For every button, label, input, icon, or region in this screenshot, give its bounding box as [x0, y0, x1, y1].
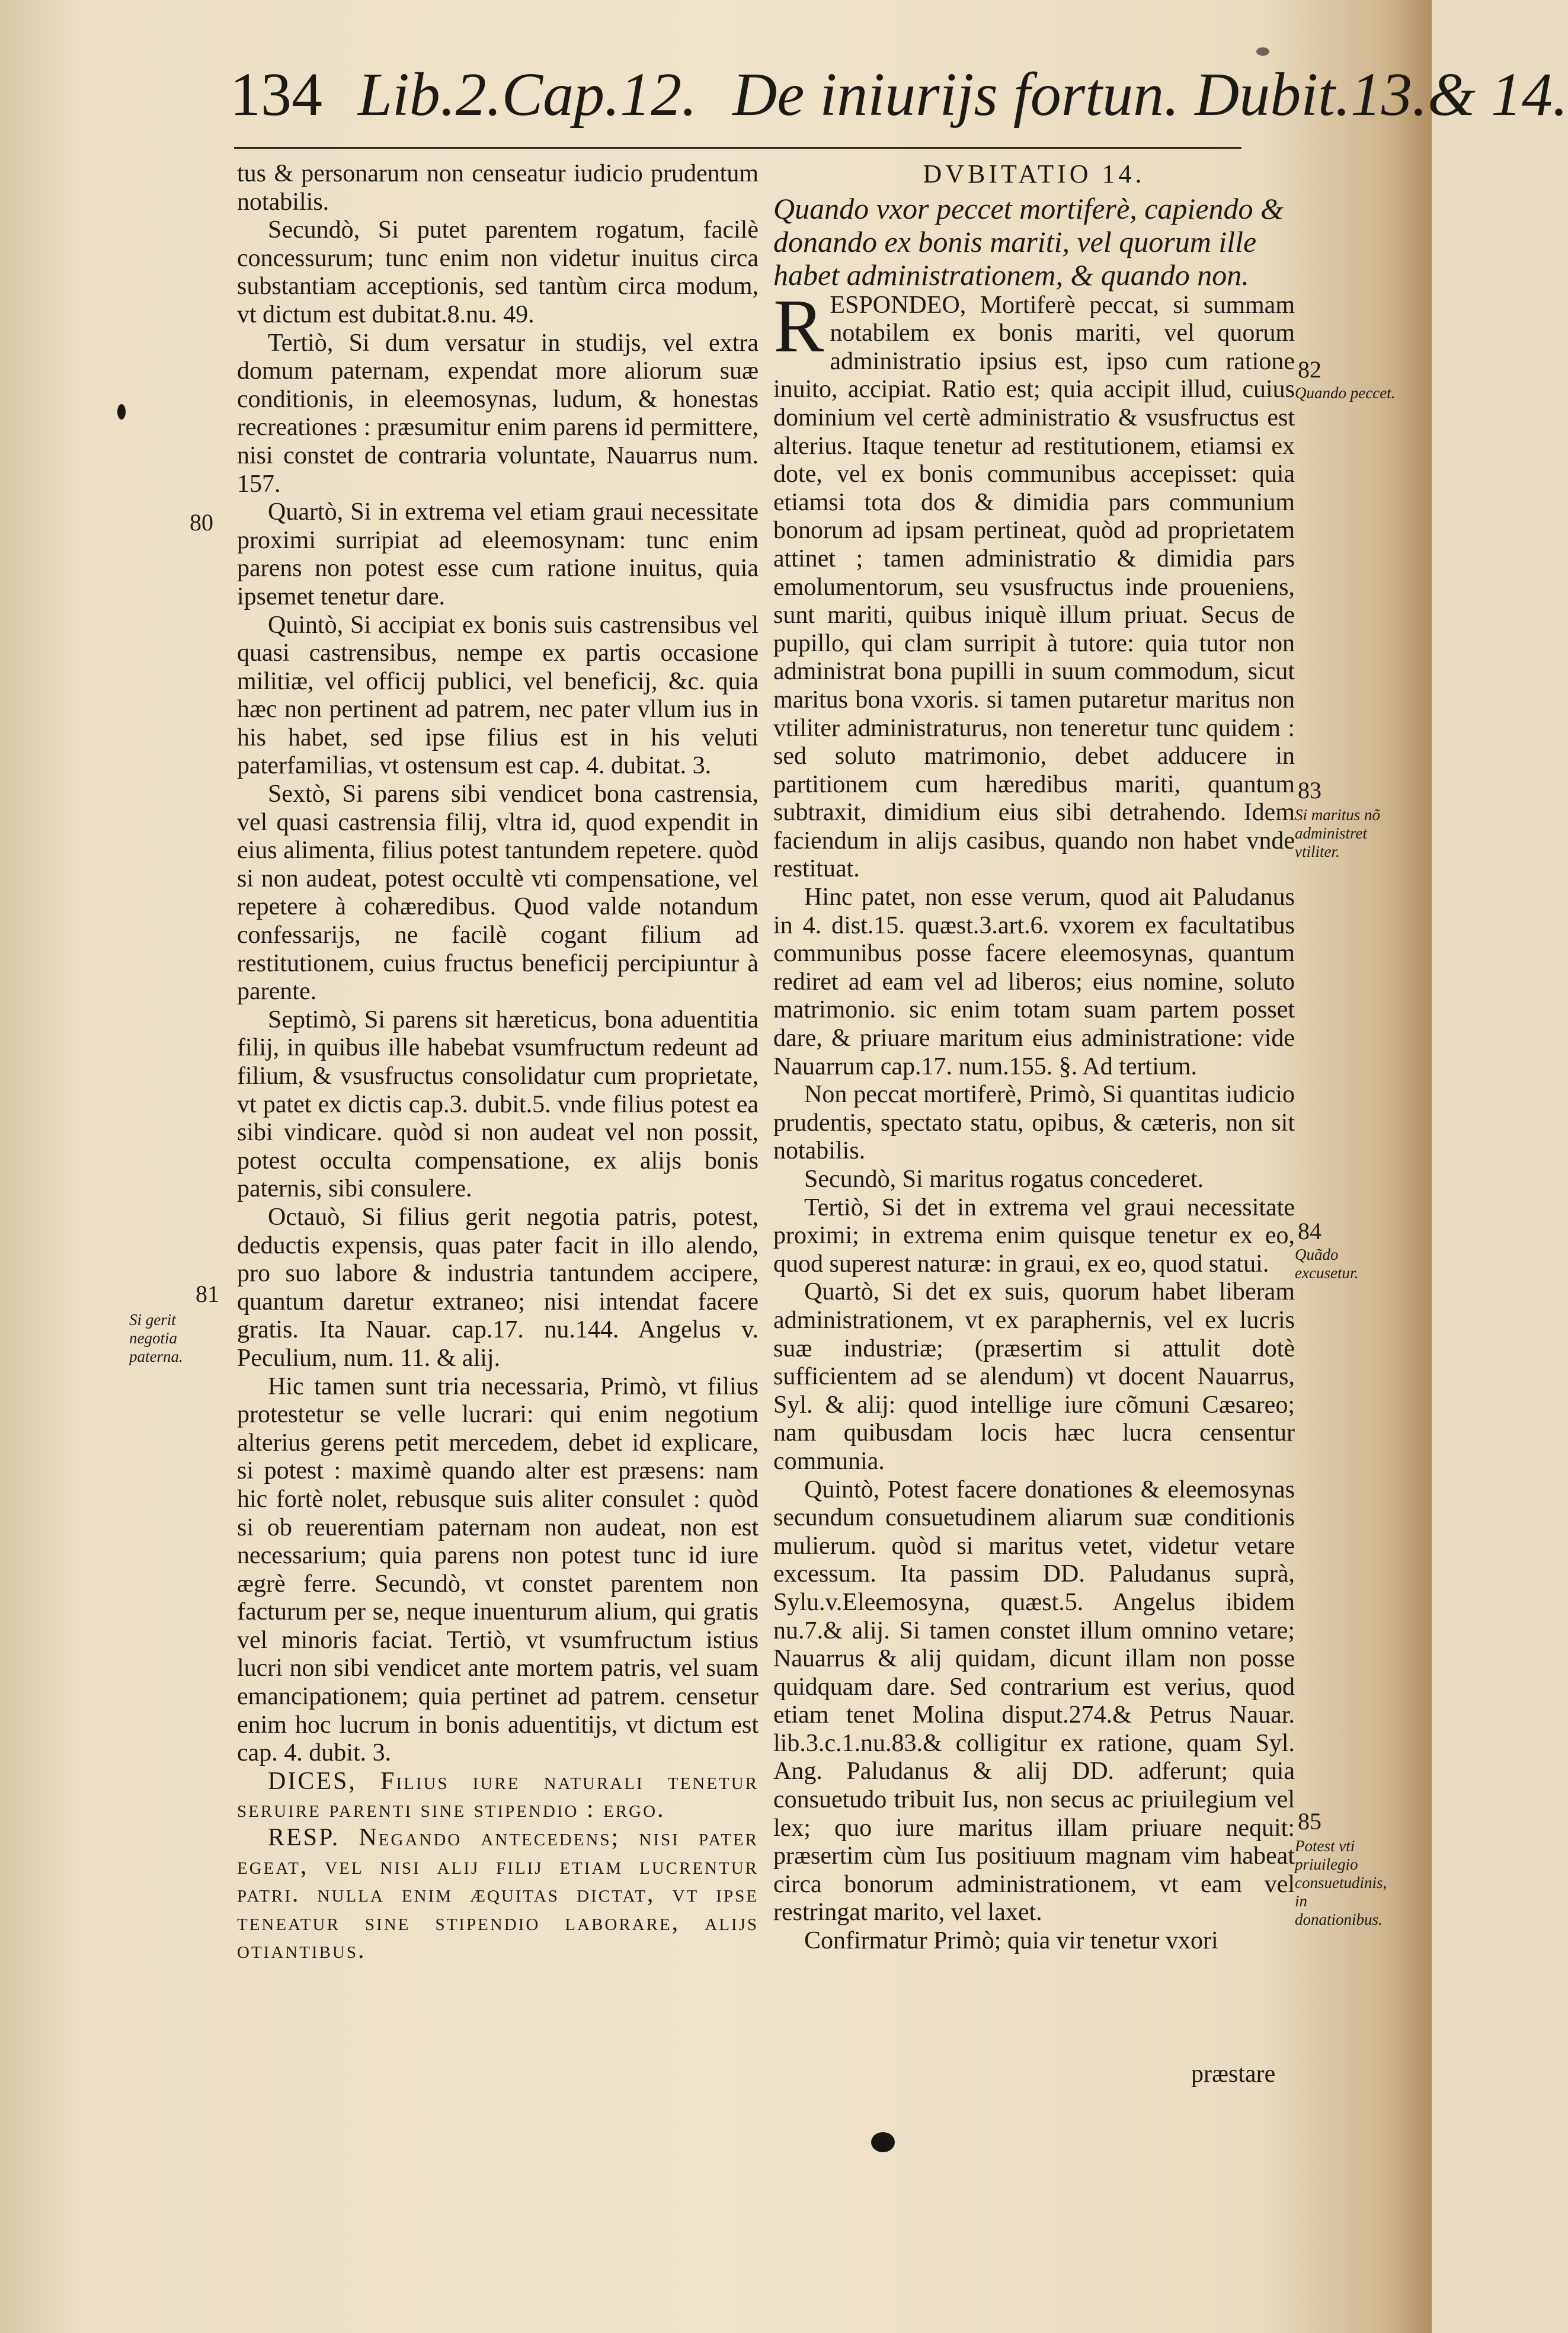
- catchword: præstare: [1191, 2060, 1276, 2088]
- margin-number-80: 80: [190, 509, 213, 536]
- running-header: [230, 59, 1568, 148]
- dubitatio-heading: DVBITATIO 14.: [923, 159, 1145, 188]
- paragraph: Octauò, Si filius gerit negotia patris, potest, deductis expensis, quas pater facit in illo alendo, pro suo labore & industria tantundem accipere, quantum daretur extraneo; nisi intendat facere gratis. Ita Nauar. cap.17. nu.144. Angelus v. Peculium, num. 11. & alij.: [237, 1203, 759, 1372]
- drop-cap: R: [773, 283, 824, 368]
- paragraph: Tertiò, Si det in extrema vel graui necessitate proximi; in extrema enim quisque tenetur ex eo, quod superest naturæ: in graui, ex eo, quod statui.: [773, 1193, 1295, 1278]
- paragraph: Sextò, Si parens sibi vendicet bona castrensia, vel quasi castrensia filij, vltra id, quod expendit in eius alimenta, filius potest tantundem repetere. quòd si non audeat, potest occultè vti compensatione, vel repetere à cohæredibus. Quod valde notandum confessarijs, ne facilè cogant filium ad restitutionem, cuius fructus beneficij percipiuntur à parente.: [237, 780, 759, 1006]
- paragraph: Tertiò, Si dum versatur in studijs, vel extra domum paternam, expendat more aliorum suæ conditionis, in eleemosynas, ludum, & honestas recreationes : præsumitur enim parens id permittere, nisi constet de contraria voluntate, Nauarrus num. 157.: [237, 329, 759, 498]
- paragraph: Hic tamen sunt tria necessaria, Primò, vt filius protestetur se velle lucrari: qui enim negotium alterius gerens petit mercedem, debet id explicare, si potest : maximè quando alter est præsens: nam hic fortè nolet, rebusque suis aliter consulet : quòd si ob reuerentiam paternam non audeat, non est necessarium; quia parens non potest tunc id iure ægrè ferre. Secundò, vt constet parentem non facturum per se, neque inuenturum alium, qui gratis vel minoris faciat. Tertiò, vt vsumfructum istius lucri non sibi vendicet ante mortem patris, vel suam emancipationem; quia pertinet ad patrem. censetur enim hoc lucrum in bonis aduentitijs, vt dictum est cap. 4. dubit. 3.: [237, 1372, 759, 1767]
- margin-note-83: Si maritus nõ administret vtiliter.: [1295, 806, 1381, 860]
- margin-number-85: 85: [1298, 1808, 1321, 1835]
- margin-number-84: 84: [1298, 1218, 1321, 1244]
- paragraph: Quintò, Si accipiat ex bonis suis castrensibus vel quasi castrensibus, nempe ex partis occasione militiæ, vel officij publici, vel beneficij, &c. quia hæc non pertinent ad patrem, nec pater vllum ius in his habet, sed ipse filius est in his veluti paterfamilias, vt ostensum est cap. 4. dubitat. 3.: [237, 611, 759, 780]
- margin-number-83: 83: [1298, 777, 1321, 804]
- ink-blot: [871, 2132, 895, 2152]
- left-column: [237, 160, 759, 1965]
- paragraph: Septimò, Si parens sit hæreticus, bona aduentitia filij, in quibus ille habebat vsumfructum redeunt ad filium, & vsusfructus consolidatur cum proprietate, vt patet ex dictis cap.3. dubit.5. vnde filius potest ea sibi vindicare. quòd si non audeat vel non possit, potest occulta compensatione, ex alijs bonis paternis, sibi consulere.: [237, 1006, 759, 1203]
- paragraph: Secundò, Si maritus rogatus concederet.: [804, 1166, 1204, 1193]
- running-title: De iniurijs fortun. Dubit.13.& 14.: [732, 60, 1568, 129]
- paragraph: tus & personarum non censeatur iudicio prudentum notabilis.: [237, 160, 759, 216]
- paragraph: Non peccat mortiferè, Primò, Si quantitas iudicio prudentis, spectato statu, opibus, & cæteris, non sit notabilis.: [773, 1081, 1295, 1165]
- paragraph-resp: RESP. Negando antecedens; nisi pater egeat, vel nisi alij filij etiam lucrentur patri. nulla enim æquitas dictat, vt ipse teneatur sine stipendio laborare, alijs otiantibus.: [237, 1824, 759, 1964]
- margin-note-84: Quãdo excusetur.: [1295, 1246, 1359, 1282]
- book-chapter: Lib.2.Cap.12.: [358, 60, 697, 129]
- ink-mark: [117, 404, 126, 420]
- paragraph: Quartò, Si in extrema vel etiam graui necessitate proximi surripiat ad eleemosynam: tunc enim parens non potest esse cum ratione inuitus, quia ipsemet tenetur dare.: [237, 498, 759, 610]
- margin-note-82: Quando peccet.: [1295, 384, 1396, 402]
- paragraph: Secundò, Si putet parentem rogatum, facilè concessurum; tunc enim non videtur inuitus circa substantiam acceptionis, sed tantùm circa modum, vt dictum est dubitat.8.nu. 49.: [237, 216, 759, 328]
- dubitatio-title: Quando vxor peccet mortiferè, capiendo & donando ex bonis mariti, vel quorum ille habet administrationem, & quando non.: [773, 191, 1284, 292]
- margin-note-81: Si gerit negotia paterna.: [129, 1311, 183, 1365]
- paragraph: Quartò, Si det ex suis, quorum habet liberam administrationem, vt ex paraphernis, vel ex lucris suæ industriæ; (præsertim si attulit dotè sufficientem ad se alendum) vt docent Nauarrus, Syl. & alij: quod intellige iure cõmuni Cæsareo; nam quibusdam locis hæc lucra censentur communia.: [773, 1278, 1295, 1475]
- ink-speck: [1256, 47, 1269, 56]
- paragraph: Quintò, Potest facere donationes & eleemosynas secundum consuetudinem aliarum suæ conditionis mulierum. quòd si maritus vetet, videtur vetare excessum. Ita passim DD. Paludanus suprà, Sylu.v.Eleemosyna, quæst.5. Angelus ibidem nu.7.& alij. Si tamen constet illum omnino vetare; Nauarrus & alij quidam, dicunt illam non posse quidquam dare. Sed contrarium est verius, quod etiam tenet Molina disput.274.& Petrus Nauar. lib.3.c.1.nu.83.& colligitur ex ratione, quam Syl. Ang. Paludanus & alij DD. adferunt; quia consuetudo tribuit Ius, non secus ac priuilegium vel lex; quo iure maritus illam priuare nequit: præsertim cùm Ius positiuum magnam vim habeat circa bonorum administrationem, vt eam vel restringat marito, vel laxet.: [773, 1476, 1295, 1926]
- paragraph: Hinc patet, non esse verum, quod ait Paludanus in 4. dist.15. quæst.3.art.6. vxorem ex facultatibus communibus posse facere eleemosynas, quantum rediret ad eam vel ad liberos; eius nomine, soluto matrimonio. sic enim totam suam partem posset dare, & priuare maritum eius administratione: vide Nauarrum cap.17. num.155. §. Ad tertium.: [773, 884, 1295, 1080]
- margin-number-82: 82: [1298, 356, 1321, 383]
- header-rule: [234, 147, 1241, 149]
- paragraph: Confirmatur Primò; quia vir tenetur vxori: [804, 1927, 1218, 1955]
- paragraph-dices: DICES, Filius iure naturali tenetur seruire parenti sine stipendio : ergo.: [237, 1767, 759, 1823]
- margin-number-81: 81: [196, 1281, 219, 1307]
- page-number: 134: [230, 60, 322, 129]
- paragraph: ESPONDEO, Mortiferè peccat, si summam notabilem ex bonis mariti, vel quorum administratio ipsius est, ipso cum ratione inuito, accipiat. Ratio est; quia accipit illud, cuius dominium vel certè administratio & vsusfructus est alterius. Itaque tenetur ad restitutionem, etiamsi ex dote, vel ex bonis communibus accepisset: quia etiamsi tota dos & dimidia pars communium bonorum ad ipsam pertineat, quòd ad proprietatem attinet ; tamen administratio & dimidia pars emolumentorum, seu vsusfructus inde proueniens, sunt mariti, quibus iniquè illum priuat. Secus de pupillo, qui clam surripit à tutore: quia tutor non administrat bona pupilli in suum commodum, sicut maritus bona vxoris. si tamen putaretur maritus non vtiliter administraturus, non teneretur tunc quidem : sed soluto matrimonio, debet adducere in partitionem cum hæredibus mariti, quantum subtraxit, dimidium eius sibi detrahendo. Idem faciendum in alijs casibus, quando non habet vnde restituat.: [773, 291, 1295, 883]
- margin-note-85: Potest vti priuilegio consuetudinis, in donationibus.: [1295, 1837, 1387, 1928]
- right-column: [773, 160, 1295, 1956]
